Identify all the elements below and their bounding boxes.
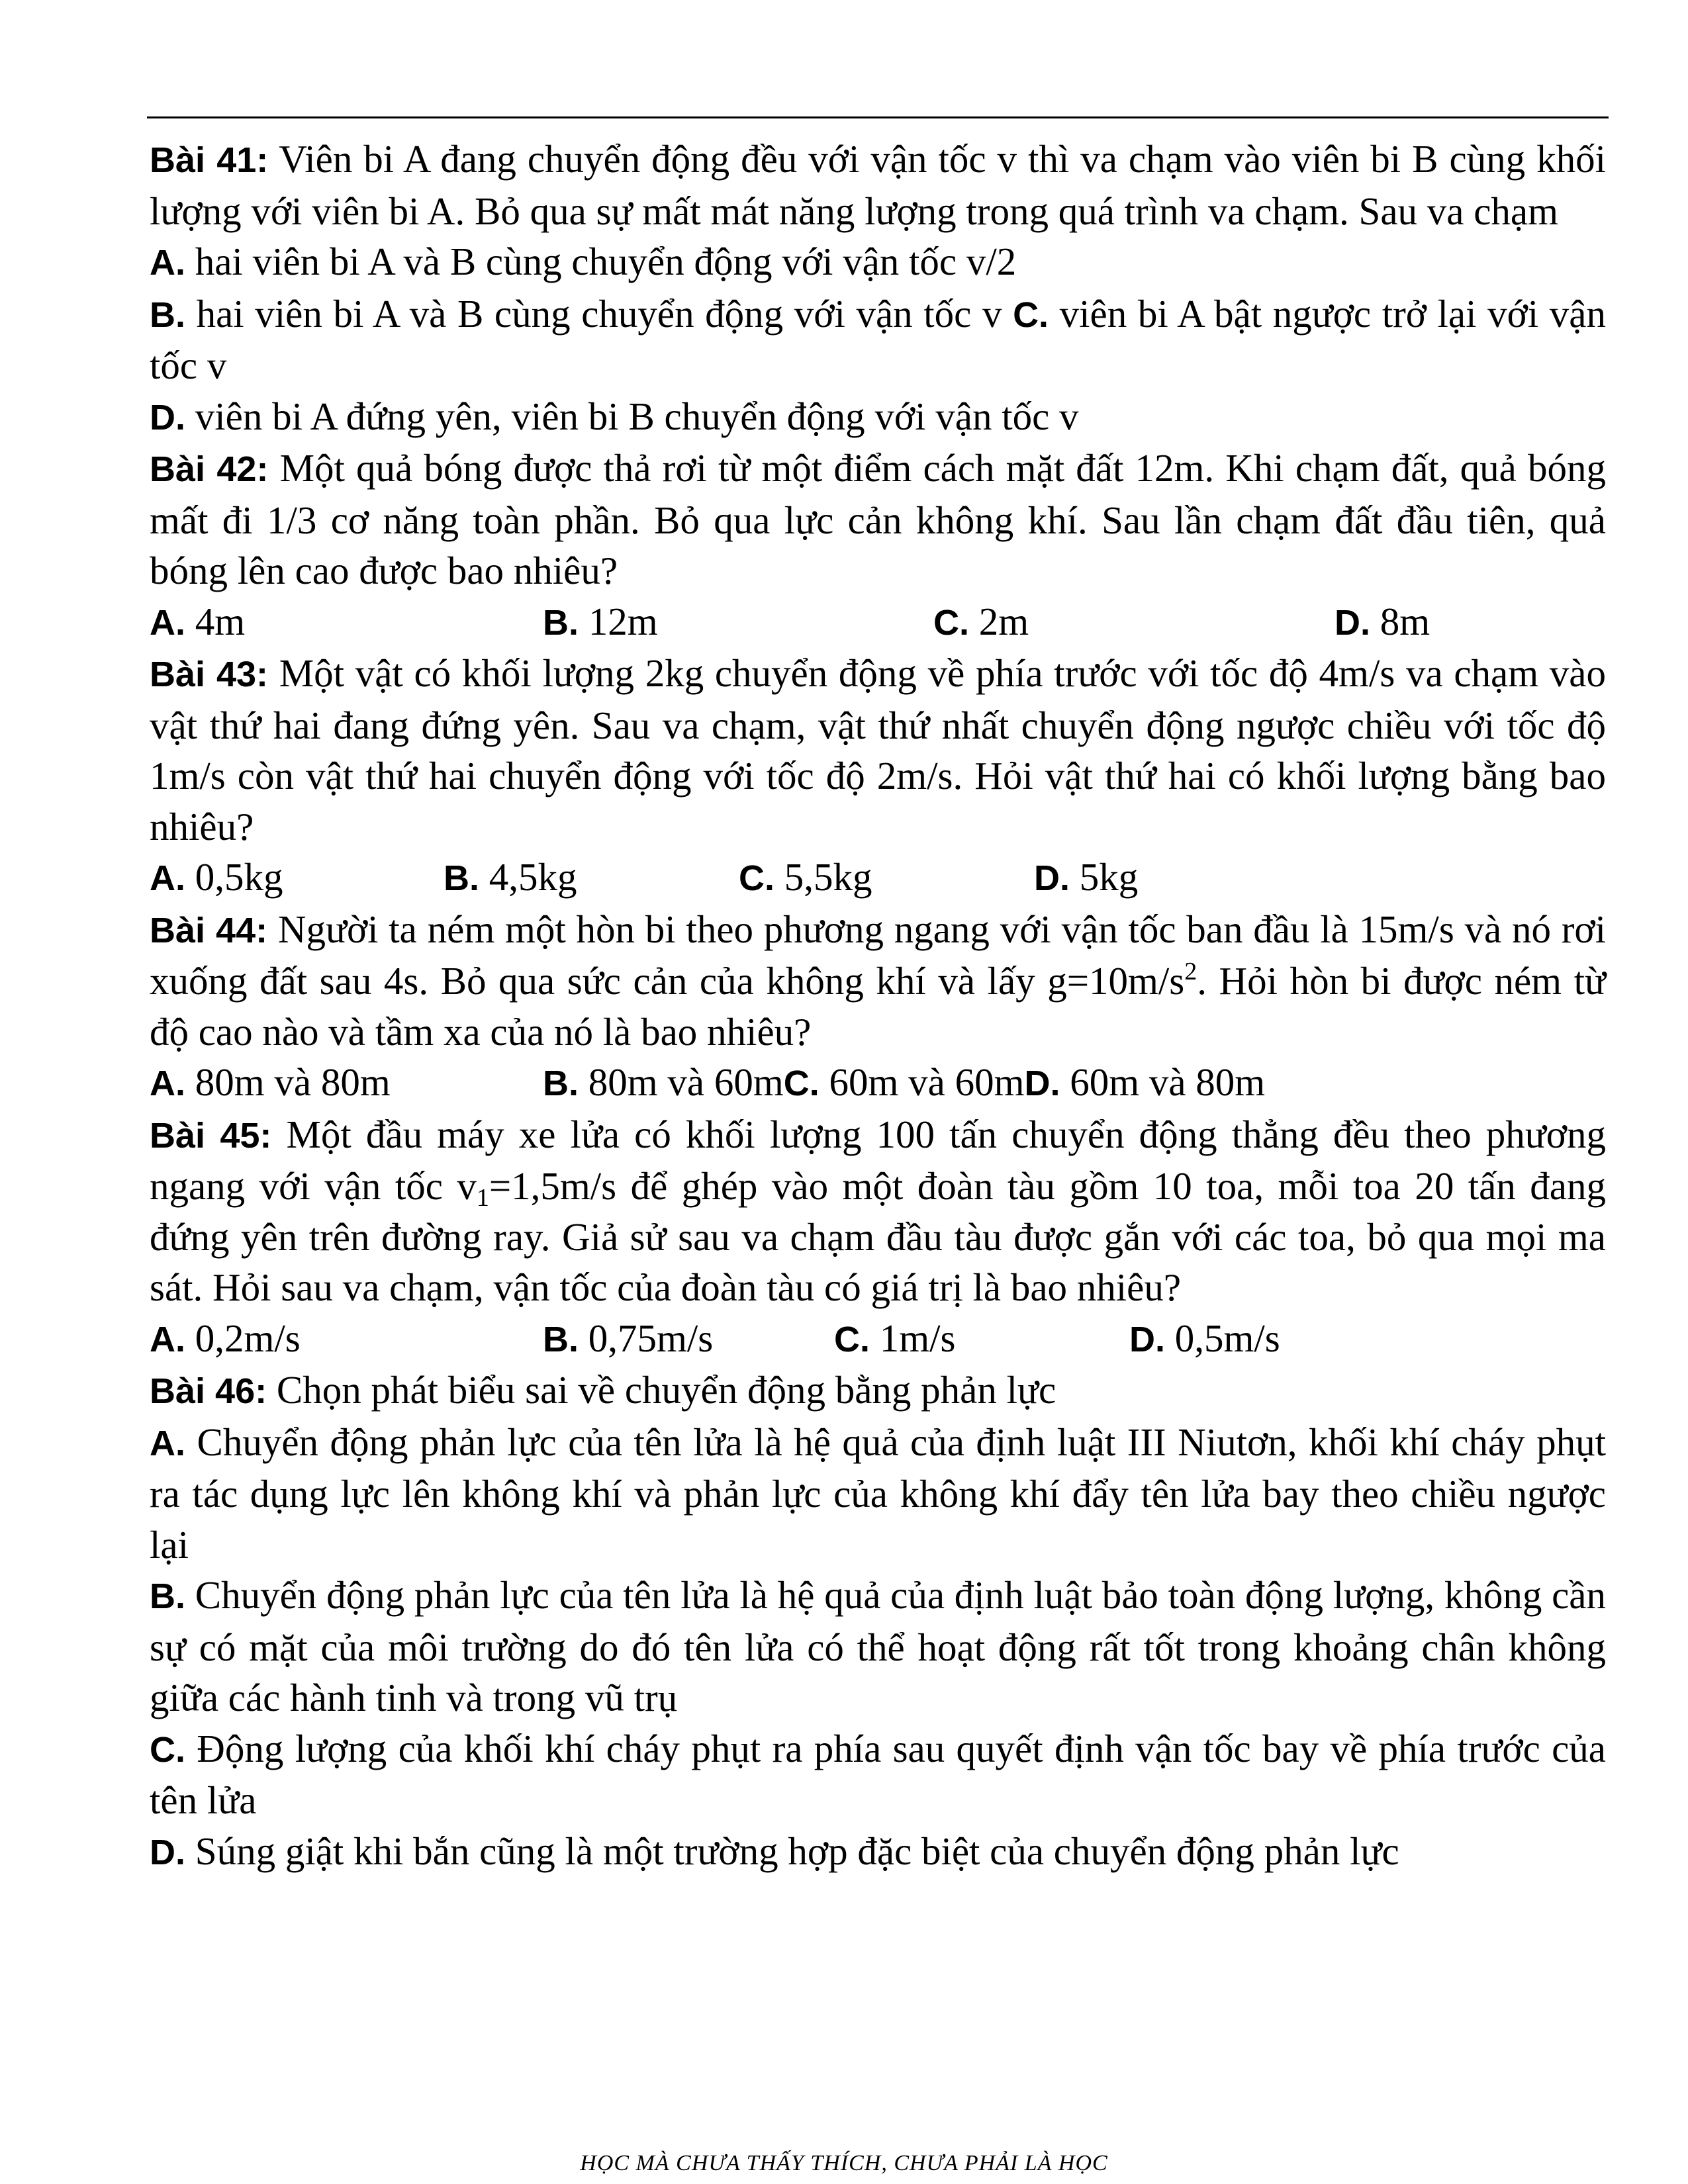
option-c: C. 1m/s xyxy=(834,1316,956,1360)
page-footer: HỌC MÀ CHƯA THẤY THÍCH, CHƯA PHẢI LÀ HỌC xyxy=(580,2151,1108,2175)
option-b-c: B. hai viên bi A và B cùng chuyển động với vận tốc v C. viên bi A bật ngược trở lại với vận tốc v xyxy=(150,291,1606,387)
question-label: Bài 43: xyxy=(150,655,269,694)
exercise-sheet xyxy=(150,134,1606,1878)
option-c: C. Động lượng của khối khí cháy phụt ra phía sau quyết định vận tốc bay về phía trước của tên lửa xyxy=(150,1726,1606,1822)
question-text-end: =1,5m/s để ghép vào một đoàn tàu gồm 10 toa, mỗi toa 20 tấn đang đứng yên trên đường ray. Giả sử sau va chạm đầu tàu được gắn với các toa, bỏ qua mọi ma sát. Hỏi sau va chạm, vận tốc của đoàn tàu có giá trị là bao nhiêu? xyxy=(150,1164,1606,1309)
option-c: C. 5,5kg xyxy=(739,855,872,899)
answer-row xyxy=(150,596,1606,649)
option-d: D. 5kg xyxy=(1034,855,1139,899)
option-c: C. 60m và 60m xyxy=(783,1060,1025,1104)
question-text: Một vật có khối lượng 2kg chuyển động về phía trước với tốc độ 4m/s va chạm vào vật thứ hai đang đứng yên. Sau va chạm, vật thứ nhất chuyển động ngược chiều với tốc độ 1m/s còn vật thứ hai chuyển động với tốc độ 2m/s. Hỏi vật thứ hai có khối lượng bằng bao nhiêu? xyxy=(150,651,1606,848)
question-text: Người ta ném một hòn bi theo phương ngang với vận tốc ban đầu là 15m/s và nó rơi xuống đất sau 4s. Bỏ qua sức cản của không khí và lấy g=10m/s xyxy=(150,907,1606,1003)
option-b: B. 12m xyxy=(543,599,658,643)
question-44 xyxy=(150,904,1606,1058)
option-c: C. 2m xyxy=(933,599,1029,643)
question-43 xyxy=(150,648,1606,852)
option-b: B. Chuyển động phản lực của tên lửa là hệ quả của định luật bảo toàn động lượng, không cần sự có mặt của môi trường do đó tên lửa có thể hoạt động rất tốt trong khoảng chân không giữa các hành tinh và trong vũ trụ xyxy=(150,1573,1606,1719)
option-d: D. 60m và 80m xyxy=(1024,1060,1266,1104)
question-label: Bài 42: xyxy=(150,449,269,489)
question-41 xyxy=(150,134,1606,236)
option-b: B. 80m và 60m xyxy=(543,1060,784,1104)
answer-row xyxy=(150,852,1606,904)
question-42 xyxy=(150,443,1606,596)
exponent: 2 xyxy=(1184,958,1197,985)
option-d: D. 8m xyxy=(1335,599,1430,643)
question-label: Bài 44: xyxy=(150,910,268,950)
option-a: A. 4m xyxy=(150,599,246,643)
option-a: A. Chuyển động phản lực của tên lửa là hệ quả của định luật III Niutơn, khối khí cháy phụt ra tác dụng lực lên không khí và phản lực của không khí đẩy tên lửa bay theo chiều ngược lại xyxy=(150,1420,1606,1567)
option-a: A. 0,5kg xyxy=(150,855,283,899)
question-text: Một đầu máy xe lửa có khối lượng 100 tấn chuyển động thẳng đều theo phương ngang với vận tốc v xyxy=(150,1112,1606,1208)
option-a: A. hai viên bi A và B cùng chuyển động với vận tốc v/2 xyxy=(150,240,1017,283)
option-a: A. 0,2m/s xyxy=(150,1316,301,1360)
header-rule xyxy=(147,116,1609,118)
option-d: D. viên bi A đứng yên, viên bi B chuyển động với vận tốc v xyxy=(150,394,1079,438)
answer-row xyxy=(150,1057,1606,1109)
option-d: D. 0,5m/s xyxy=(1129,1316,1280,1360)
subscript: 1 xyxy=(476,1184,489,1212)
option-d: D. Súng giật khi bắn cũng là một trường hợp đặc biệt của chuyển động phản lực xyxy=(150,1829,1399,1873)
option-a: A. 80m và 80m xyxy=(150,1060,391,1104)
question-45 xyxy=(150,1109,1606,1313)
question-text: Chọn phát biểu sai về chuyển động bằng phản lực xyxy=(267,1368,1056,1412)
question-text: Viên bi A đang chuyển động đều với vận tốc v thì va chạm vào viên bi B cùng khối lượng với viên bi A. Bỏ qua sự mất mát năng lượng trong quá trình va chạm. Sau va chạm xyxy=(150,137,1606,233)
question-label: Bài 45: xyxy=(150,1115,272,1156)
answer-row xyxy=(150,1313,1606,1365)
question-46 xyxy=(150,1365,1606,1417)
question-label: Bài 41: xyxy=(150,140,269,180)
question-label: Bài 46: xyxy=(150,1371,267,1411)
option-b: B. 4,5kg xyxy=(444,855,577,899)
question-text-end: . Hỏi hòn bi được ném từ độ cao nào và tầm xa của nó là bao nhiêu? xyxy=(150,959,1606,1054)
question-text: Một quả bóng được thả rơi từ một điểm cách mặt đất 12m. Khi chạm đất, quả bóng mất đi 1/3 cơ năng toàn phần. Bỏ qua lực cản không khí. Sau lần chạm đất đầu tiên, quả bóng lên cao được bao nhiêu? xyxy=(150,446,1606,592)
option-b: B. 0,75m/s xyxy=(543,1316,714,1360)
